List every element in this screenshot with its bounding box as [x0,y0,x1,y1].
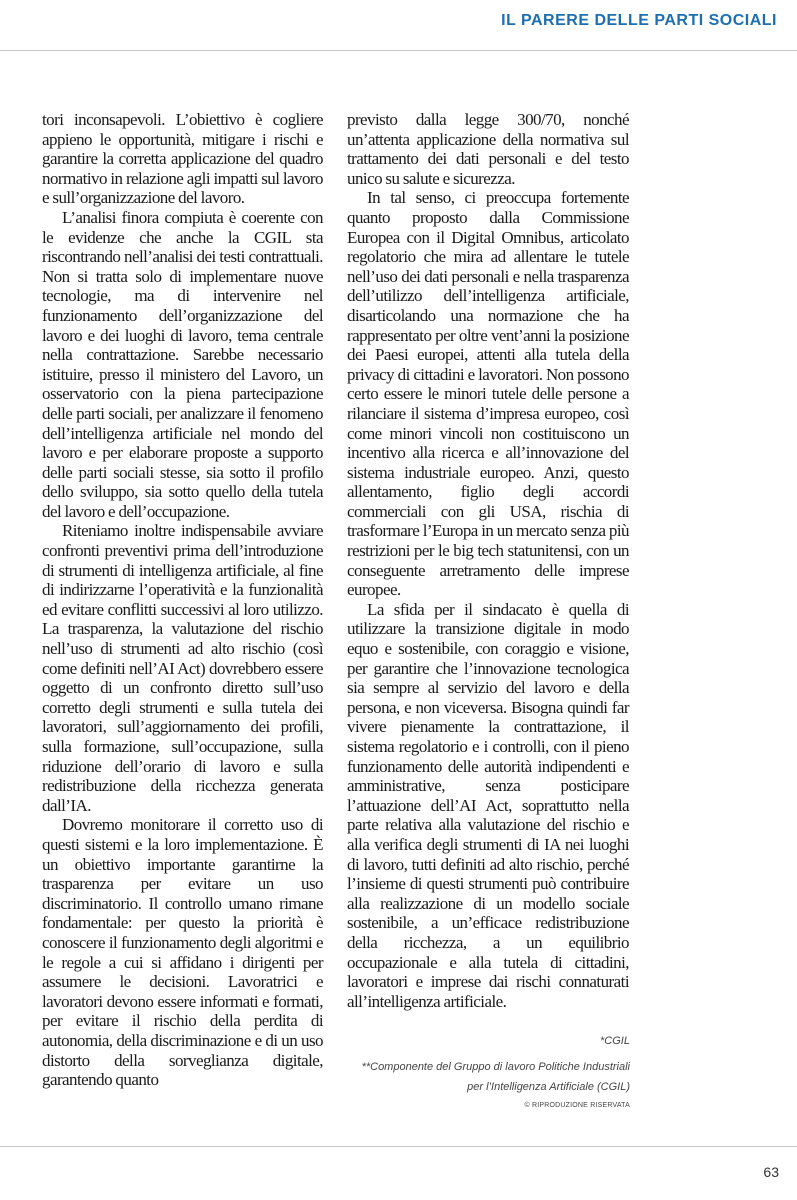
page-number: 63 [763,1164,779,1180]
paragraph: Riteniamo inoltre indispensabile avviare confronti preventivi prima dell’introduzione di strumenti di intelligenza artificiale, al fine di indirizzarne l’operatività e la funzionalità ed evitare conflitti successivi al loro utilizzo. La trasparenza, la valutazione del rischio nell’uso di strumenti ad alto rischio (così come definiti nell’AI Act) dovrebbero essere oggetto di un confronto diretto sull’uso corretto degli strumenti e sulla tutela dei lavoratori, sull’aggiornamento dei profili, sulla formazione, sull’occupazione, sulla riduzione dell’orario di lavoro e sulla redistribuzione della ricchezza generata dall’IA. [42,521,323,815]
paragraph: tori inconsapevoli. L’obiettivo è cogliere appieno le opportunità, mitigare i rischi e garantire la corretta applicazione del quadro normativo in relazione agli impatti sul lavoro e sull’organizzazione del lavoro. [42,110,323,208]
article-column-right [347,110,629,1011]
contributor-note [340,1057,630,1097]
contributor-note-line: per l’Intelligenza Artificiale (CGIL) [467,1081,630,1093]
section-title: IL PARERE DELLE PARTI SOCIALI [501,12,777,29]
footer-divider [0,1146,797,1147]
article-column-left [42,110,323,1090]
contributor-note-line: **Componente del Gruppo di lavoro Politiche Industriali [361,1061,630,1073]
paragraph: Dovremo monitorare il corretto uso di questi sistemi e la loro implementazione. È un obiettivo importante garantirne la trasparenza per evitare un uso discriminatorio. Il controllo umano rimane fondamentale: per questo la priorità è conoscere il funzionamento degli algoritmi e le regole a cui si affidano i dirigenti per assumere le decisioni. Lavoratrici e lavoratori devono essere informati e formati, per evitare il rischio della perdita di autonomia, della discriminazione e di un uso distorto della sorveglianza digitale, garantendo quanto [42,815,323,1090]
author-affiliation-note: *CGIL [600,1035,630,1047]
paragraph: L’analisi finora compiuta è coerente con le evidenze che anche la CGIL sta riscontrando nell’analisi dei testi contrattuali. Non si tratta solo di implementare nuove tecnologie, ma di intervenire nel funzionamento dell’organizzazione del lavoro e dei luoghi di lavoro, tema centrale nella contrattazione. Sarebbe necessario istituire, presso il ministero del Lavoro, un osservatorio con la piena partecipazione delle parti sociali, per analizzare il fenomeno dell’intelligenza artificiale nel mondo del lavoro e per elaborare proposte a supporto delle parti sociali stesse, sia sotto il profilo dello sviluppo, sia sotto quello della tutela del lavoro e dell’occupazione. [42,207,323,521]
paragraph: In tal senso, ci preoccupa fortemente quanto proposto dalla Commissione Europea con il Digital Omnibus, articolato regolatorio che mira ad allentare le tutele nell’uso dei dati personali e nella trasparenza dell’utilizzo dell’intelligenza artificiale, disarticolando una normazione che ha rappresentato per oltre vent’anni la posizione dei Paesi europei, attenti alla tutela della privacy di cittadini e lavoratori. Non possono certo essere le minori tutele delle persone a rilanciare il sistema d’impresa europeo, così come minori vincoli non costituiscono un incentivo alla ricerca e all’innovazione del sistema industriale europeo. Anzi, questo allentamento, figlio degli accordi commerciali con gli USA, rischia di trasformare l’Europa in un mercato senza più restrizioni per le big tech statunitensi, con un conseguente arretramento delle imprese europee. [347,188,629,600]
copyright-notice: © RIPRODUZIONE RISERVATA [524,1102,630,1109]
header-divider [0,50,797,51]
paragraph: previsto dalla legge 300/70, nonché un’attenta applicazione della normativa sul trattamento dei dati personali e del testo unico su salute e sicurezza. [347,110,629,188]
paragraph: La sfida per il sindacato è quella di utilizzare la transizione digitale in modo equo e sostenibile, con coraggio e visione, per garantire che l’innovazione tecnologica sia sempre al servizio del lavoro e della persona, e non viceversa. Bisogna quindi far vivere pienamente la contrattazione, il sistema regolatorio e i controlli, con il pieno funzionamento delle autorità indipendenti e amministrative, senza posticipare l’attuazione dell’AI Act, soprattutto nella parte relativa alla valutazione del rischio e alla verifica degli strumenti di IA nei luoghi di lavoro, tutti definiti ad alto rischio, perché l’insieme di questi strumenti può contribuire alla realizzazione di un modello sociale sostenibile, a un’efficace redistribuzione della ricchezza, a un equilibrio occupazionale e alla tutela di cittadini, lavoratori e imprese dai rischi connaturati all’intelligenza artificiale. [347,599,629,1011]
